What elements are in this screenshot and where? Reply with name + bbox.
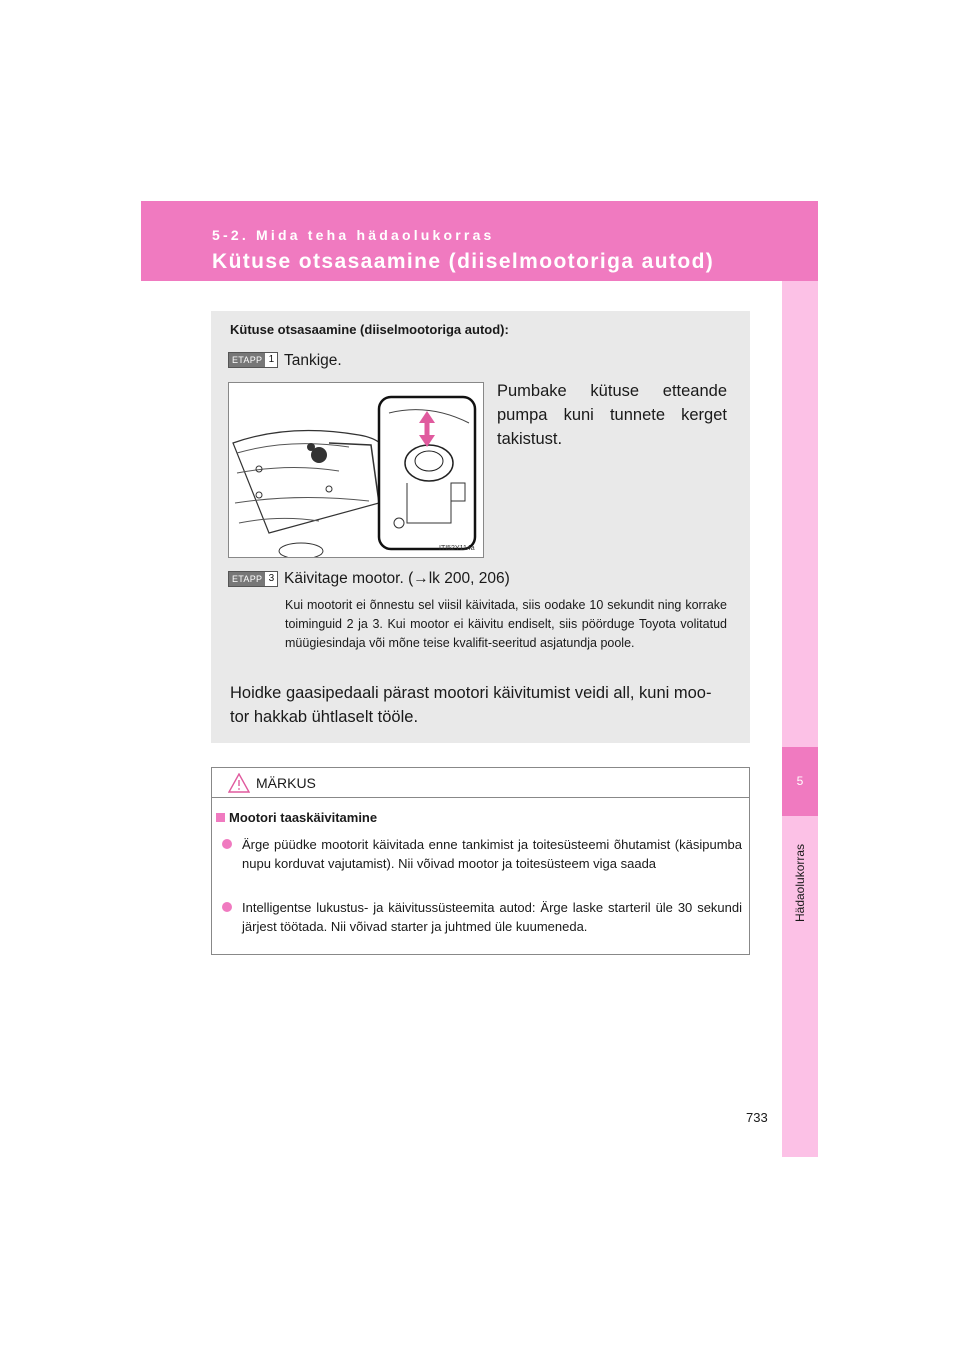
engine-illustration bbox=[228, 382, 484, 558]
page-number: 733 bbox=[746, 1110, 768, 1125]
page-title: Kütuse otsasaamine (diiselmootoriga autod) bbox=[212, 250, 715, 273]
notice-bullet-text: Ärge püüdke mootorit käivitada enne tankimist ja toitesüsteemi õhutamist (käsipumba nupu korduvat vajutamist). Nii võivad mootor ja toitesüsteem viga saada bbox=[242, 837, 742, 871]
step-3-note: Kui mootorit ei õnnestu sel viisil käivitada, siis oodake 10 sekundit ning korrake toiminguid 2 ja 3. Kui mootor ei käivitu endiselt, siis pöörduge Toyota volitatud müügiesindaja või mõne teise kvalifit-seeritud asjatundja poole. bbox=[285, 598, 727, 650]
step-badge-label: ETAPP bbox=[229, 572, 265, 586]
step-3-text: Käivitage mootor. (→lk 200, 206) bbox=[284, 570, 510, 587]
chapter-number: 5 bbox=[796, 774, 804, 788]
engine-bay-drawing bbox=[229, 383, 484, 558]
notice-divider bbox=[211, 797, 750, 798]
step-1-text: Tankige. bbox=[284, 352, 342, 369]
step-badge-label: ETAPP bbox=[229, 353, 265, 367]
notice-bullet bbox=[222, 898, 742, 936]
notice-bullet-text: Intelligentse lukustus- ja käivitussüsteemita autod: Ärge laske starteril üle 30 sekundi järjest töötada. Nii võivad starter ja juhtmed üle kuumeneda. bbox=[242, 900, 742, 934]
bullet-dot-icon bbox=[222, 902, 232, 912]
notice-subheading-text: Mootori taaskäivitamine bbox=[229, 810, 378, 825]
illustration-code: ITI52Y114a bbox=[439, 545, 475, 552]
side-tab bbox=[782, 281, 818, 1157]
notice-bullet bbox=[222, 835, 742, 873]
step-badge-number: 1 bbox=[265, 353, 277, 367]
step-badge-number: 3 bbox=[265, 572, 277, 586]
bullet-dot-icon bbox=[222, 839, 232, 849]
step-badge-1 bbox=[228, 352, 278, 368]
notice-title: MÄRKUS bbox=[256, 775, 316, 791]
closing-instruction: Hoidke gaasipedaali pärast mootori käivitumist veidi all, kuni moo-tor hakkab ühtlaselt tööle. bbox=[230, 684, 712, 726]
step-badge-3 bbox=[228, 571, 278, 587]
square-bullet-icon bbox=[216, 813, 225, 822]
section-label: 5-2. Mida teha hädaolukorras bbox=[212, 227, 495, 243]
notice-subheading bbox=[216, 810, 377, 825]
procedure-title: Kütuse otsasaamine (diiselmootoriga autod): bbox=[230, 322, 509, 337]
step-2-text: Pumbake kütuse etteande pumpa kuni tunnete kerget takistust. bbox=[497, 382, 727, 448]
chapter-label: Hädaolukorras bbox=[793, 843, 807, 923]
warning-icon bbox=[228, 773, 250, 793]
